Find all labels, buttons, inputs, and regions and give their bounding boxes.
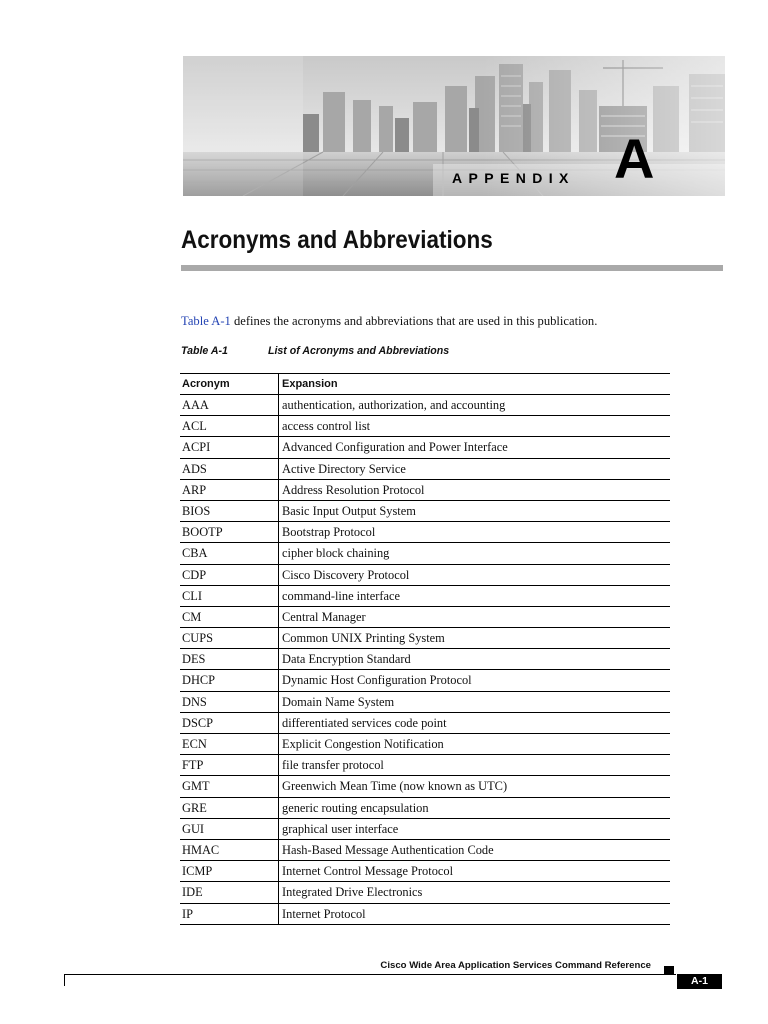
expansion-cell: graphical user interface [282,821,399,836]
acronym-cell: DSCP [180,713,279,733]
table-row [180,692,670,713]
table-row [180,819,670,840]
acronym-cell: ACPI [180,437,279,457]
table-caption-title: List of Acronyms and Abbreviations [268,345,450,357]
expansion-cell: Explicit Congestion Notification [282,737,444,751]
expansion-cell: Bootstrap Protocol [282,525,376,540]
expansion-cell: Basic Input Output System [282,503,416,518]
table-row [180,628,670,649]
acronym-cell: CBA [180,543,279,563]
acronym-cell: ECN [180,734,279,754]
expansion-cell: Common UNIX Printing System [282,631,445,646]
expansion-cell: generic routing encapsulation [282,800,429,815]
expansion-cell: Address Resolution Protocol [282,482,425,497]
expansion-cell: Data Encryption Standard [282,652,411,667]
table-row [180,861,670,882]
table-row [180,755,670,776]
acronym-cell: CDP [180,565,279,585]
intro-text: defines the acronyms and abbreviations that are used in this publication. [230,314,598,328]
table-row [180,776,670,797]
footer-tick [64,974,65,986]
acronym-cell: HMAC [180,840,279,860]
acronym-cell: AAA [180,395,279,415]
expansion-cell: Integrated Drive Electronics [282,885,423,900]
acronym-table [180,373,670,925]
page-number: A-1 [677,974,722,989]
table-row [180,395,670,416]
table-row [180,522,670,543]
table-row [180,713,670,734]
expansion-cell: Domain Name System [282,694,395,709]
acronym-cell: ICMP [180,861,279,881]
appendix-letter: A [614,127,655,190]
acronym-cell: DES [180,649,279,669]
acronym-cell: CLI [180,586,279,606]
appendix-label: APPENDIX [452,170,575,186]
acronym-cell: ADS [180,459,279,479]
acronym-cell: CUPS [180,628,279,648]
table-caption-number: Table A-1 [181,345,228,357]
table-row [180,437,670,458]
footer-document-title: Cisco Wide Area Application Services Command Reference [380,960,651,971]
footer-rule [64,974,676,975]
expansion-cell: Central Manager [282,609,366,624]
table-row [180,586,670,607]
expansion-cell: differentiated services code point [282,715,447,730]
footer-marker [664,966,674,974]
expansion-cell: authentication, authorization, and accounting [282,398,506,412]
acronym-cell: FTP [180,755,279,775]
expansion-cell: Internet Protocol [282,906,366,921]
acronym-cell: ACL [180,416,279,436]
acronym-cell: GUI [180,819,279,839]
expansion-cell: Cisco Discovery Protocol [282,567,410,582]
expansion-cell: Hash-Based Message Authentication Code [282,842,494,857]
intro-paragraph [181,314,597,329]
column-header-acronym: Acronym [180,374,279,394]
acronym-cell: BIOS [180,501,279,521]
expansion-cell: Dynamic Host Configuration Protocol [282,673,472,688]
column-header-expansion: Expansion [282,378,338,390]
table-row [180,459,670,480]
table-row [180,798,670,819]
page-title: Acronyms and Abbreviations [181,226,493,254]
expansion-cell: access control list [282,419,371,434]
title-divider [181,265,723,271]
table-header-row [180,374,670,395]
acronym-cell: IP [180,904,279,924]
table-row [180,480,670,501]
acronym-cell: GMT [180,776,279,796]
table-row [180,882,670,903]
acronym-cell: BOOTP [180,522,279,542]
expansion-cell: cipher block chaining [282,546,390,561]
acronym-cell: IDE [180,882,279,902]
expansion-cell: command-line interface [282,588,400,603]
table-row [180,416,670,437]
acronym-cell: GRE [180,798,279,818]
table-row [180,501,670,522]
expansion-cell: Internet Control Message Protocol [282,864,454,879]
expansion-cell: Greenwich Mean Time (now known as UTC) [282,779,508,794]
table-row [180,734,670,755]
table-reference-link[interactable]: Table A-1 [181,314,231,328]
expansion-cell: file transfer protocol [282,758,384,773]
expansion-cell: Active Directory Service [282,461,406,476]
table-row [180,543,670,564]
acronym-cell: ARP [180,480,279,500]
acronym-cell: DHCP [180,670,279,690]
table-row [180,904,670,925]
acronym-cell: CM [180,607,279,627]
table-row [180,607,670,628]
acronym-cell: DNS [180,692,279,712]
table-row [180,565,670,586]
table-row [180,670,670,691]
table-row [180,840,670,861]
table-row [180,649,670,670]
expansion-cell: Advanced Configuration and Power Interface [282,440,508,455]
